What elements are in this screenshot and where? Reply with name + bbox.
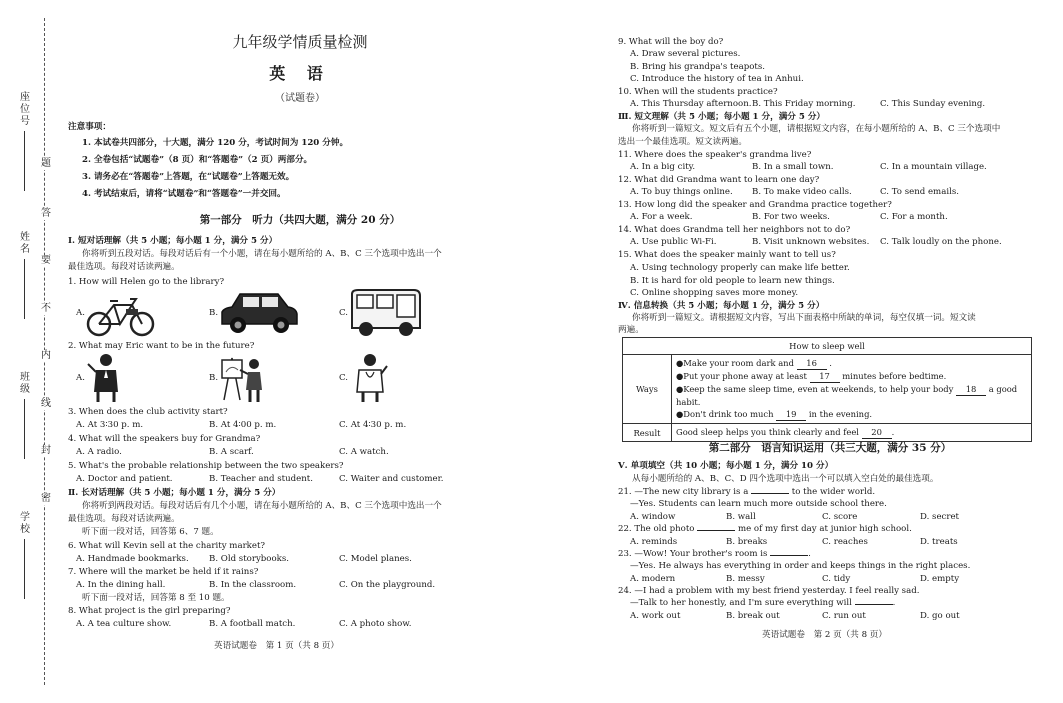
note-item: 2. 全卷包括“试题卷”（8 页）和“答题卷”（2 页）两部分。 xyxy=(82,155,313,165)
blank-18[interactable]: 18 xyxy=(956,383,986,396)
q21-option-b[interactable]: B. wall xyxy=(726,512,756,522)
question-12: 12. What did Grandma want to learn one day? xyxy=(618,175,820,185)
q12-option-b[interactable]: B. To make video calls. xyxy=(752,187,852,197)
seal-char: 内 xyxy=(41,350,51,361)
q23-option-a[interactable]: A. modern xyxy=(630,574,676,584)
question-3: 3. When does the club activity start? xyxy=(68,407,228,417)
doctor-icon xyxy=(352,352,388,402)
question-21: 21. —The new city library is a to the wider world. xyxy=(618,487,876,497)
q2-option-c[interactable]: C. xyxy=(339,373,349,383)
q10-option-c[interactable]: C. This Sunday evening. xyxy=(880,99,986,109)
blank-19[interactable]: 19 xyxy=(776,408,806,421)
section2-instruction: 你将听到两段对话。每段对话后有几个小题，请在每小题所给的 A、B、C 三个选项中选出一个 xyxy=(82,501,442,511)
class-field[interactable]: 班级 xyxy=(18,372,32,459)
seat-number-field[interactable]: 座位号 xyxy=(18,92,32,191)
q6-option-a[interactable]: A. Handmade bookmarks. xyxy=(76,554,189,564)
binding-margin xyxy=(0,0,62,703)
subject-title: 英 语 xyxy=(269,64,331,83)
seal-char: 线 xyxy=(41,398,51,409)
section1-instruction: 最佳选项。每段对话读两遍。 xyxy=(68,262,180,272)
q24-option-b[interactable]: B. break out xyxy=(726,611,780,621)
q14-option-c[interactable]: C. Talk loudly on the phone. xyxy=(880,237,1002,247)
q2-option-a[interactable]: A. xyxy=(76,373,85,383)
page-footer: 英语试题卷 第 2 页（共 8 页） xyxy=(762,630,887,640)
q3-option-b[interactable]: B. At 4∶00 p. m. xyxy=(209,420,277,430)
q8-option-c[interactable]: C. A photo show. xyxy=(339,619,412,629)
question-9: 9. What will the boy do? xyxy=(618,37,724,47)
teacher-icon xyxy=(88,352,124,402)
question-13: 13. How long did the speaker and Grandma practice together? xyxy=(618,200,892,210)
q7-option-c[interactable]: C. On the playground. xyxy=(339,580,436,590)
section4-instruction: 两遍。 xyxy=(618,325,644,335)
question-7: 7. Where will the market be held if it rains? xyxy=(68,567,259,577)
q23-option-c[interactable]: C. tidy xyxy=(822,574,851,584)
question-1: 1. How will Helen go to the library? xyxy=(68,277,225,287)
q4-option-c[interactable]: C. A watch. xyxy=(339,447,389,457)
part1-title: 第一部分 听力（共四大题，满分 20 分） xyxy=(199,214,401,226)
q23-option-b[interactable]: B. messy xyxy=(726,574,765,584)
car-icon xyxy=(218,290,300,336)
section3-instruction: 选出一个最佳选项。短文读两遍。 xyxy=(618,137,747,147)
q9-option-c[interactable]: C. Introduce the history of tea in Anhui. xyxy=(630,74,804,84)
question-6: 6. What will Kevin sell at the charity market? xyxy=(68,541,266,551)
question-24-reply: —Talk to her honestly, and I'm sure everything will . xyxy=(630,598,896,608)
q24-option-d[interactable]: D. go out xyxy=(920,611,960,621)
section2-hint: 听下面一段对话，回答第 6、7 题。 xyxy=(82,527,219,537)
bicycle-icon xyxy=(86,291,156,339)
seal-char: 封 xyxy=(41,445,51,456)
q12-option-c[interactable]: C. To send emails. xyxy=(880,187,959,197)
section2-hint: 听下面一段对话，回答第 8 至 10 题。 xyxy=(82,593,230,603)
question-14: 14. What does Grandma tell her neighbors not to do? xyxy=(618,225,851,235)
q9-option-b[interactable]: B. Bring his grandpa's teapots. xyxy=(630,62,765,72)
q5-option-a[interactable]: A. Doctor and patient. xyxy=(76,474,173,484)
q22-option-d[interactable]: D. treats xyxy=(920,537,958,547)
exam-page-2 xyxy=(612,0,1048,703)
q13-option-b[interactable]: B. For two weeks. xyxy=(752,212,830,222)
notes-title: 注意事项： xyxy=(68,122,111,132)
question-23: 23. —Wow! Your brother's room is . xyxy=(618,549,811,559)
ways-cell: ●Make your room dark and 16 . ●Put your phone away at least 17 minutes before bedtime. ●Keep the same sleep time, even at weekends, to help your body 18 a good habit. ●Don't drink too much 19 in the evening. xyxy=(672,355,1032,424)
q8-option-b[interactable]: B. A football match. xyxy=(209,619,296,629)
q13-option-a[interactable]: A. For a week. xyxy=(630,212,693,222)
question-21-reply: —Yes. Students can learn much more outside school there. xyxy=(630,499,887,509)
seal-char: 要 xyxy=(41,255,51,266)
q7-option-b[interactable]: B. In the classroom. xyxy=(209,580,297,590)
q13-option-c[interactable]: C. For a month. xyxy=(880,212,948,222)
q4-option-b[interactable]: B. A scarf. xyxy=(209,447,254,457)
q12-option-a[interactable]: A. To buy things online. xyxy=(630,187,733,197)
seal-char: 答 xyxy=(41,208,51,219)
q8-option-a[interactable]: A. A tea culture show. xyxy=(76,619,172,629)
q4-option-a[interactable]: A. A radio. xyxy=(76,447,122,457)
q24-option-a[interactable]: A. work out xyxy=(630,611,681,621)
q11-option-c[interactable]: C. In a mountain village. xyxy=(880,162,987,172)
q21-option-c[interactable]: C. score xyxy=(822,512,858,522)
q14-option-b[interactable]: B. Visit unknown websites. xyxy=(752,237,870,247)
q23-option-d[interactable]: D. empty xyxy=(920,574,960,584)
q22-option-a[interactable]: A. reminds xyxy=(630,537,678,547)
question-23-reply: —Yes. He always has everything in order and keeps things in the right places. xyxy=(630,561,971,571)
q22-option-c[interactable]: C. reaches xyxy=(822,537,868,547)
paper-type: （试题卷） xyxy=(275,93,325,104)
blank-24[interactable] xyxy=(855,604,893,605)
q21-option-d[interactable]: D. secret xyxy=(920,512,960,522)
q5-option-c[interactable]: C. Waiter and customer. xyxy=(339,474,444,484)
q2-option-b[interactable]: B. xyxy=(209,373,219,383)
page-footer: 英语试题卷 第 1 页（共 8 页） xyxy=(214,641,339,651)
section2-title: Ⅱ. 长对话理解（共 5 小题；每小题 1 分，满分 5 分） xyxy=(68,488,281,498)
section1-title: Ⅰ. 短对话理解（共 5 小题；每小题 1 分，满分 5 分） xyxy=(68,236,278,246)
name-field[interactable]: 姓名 xyxy=(18,232,32,319)
q5-option-b[interactable]: B. Teacher and student. xyxy=(209,474,313,484)
part2-title: 第二部分 语言知识运用（共三大题，满分 35 分） xyxy=(708,442,952,454)
blank-20[interactable]: 20 xyxy=(862,426,892,439)
question-4: 4. What will the speakers buy for Grandma? xyxy=(68,434,261,444)
note-item: 4. 考试结束后，请将“试题卷”和“答题卷”一并交回。 xyxy=(82,189,286,199)
seal-char: 题 xyxy=(41,158,51,169)
blank-23[interactable] xyxy=(770,555,808,556)
q11-option-a[interactable]: A. In a big city. xyxy=(630,162,696,172)
bus-icon xyxy=(348,288,424,338)
table-heading: How to sleep well xyxy=(623,338,1032,355)
blank-17[interactable]: 17 xyxy=(810,370,840,383)
note-item: 1. 本试卷共四部分，十大题，满分 120 分，考试时间为 120 分钟。 xyxy=(82,138,349,148)
q1-option-b[interactable]: B. xyxy=(209,308,219,318)
section3-title: Ⅲ. 短文理解（共 5 小题；每小题 1 分，满分 5 分） xyxy=(618,112,826,122)
q14-option-a[interactable]: A. Use public Wi-Fi. xyxy=(630,237,717,247)
sleep-table xyxy=(622,337,1032,442)
section5-instruction: 从每小题所给的 A、B、C、D 四个选项中选出一个可以填入空白处的最佳选项。 xyxy=(632,474,939,484)
question-5: 5. What's the probable relationship between the two speakers? xyxy=(68,461,344,471)
q22-option-b[interactable]: B. breaks xyxy=(726,537,768,547)
q21-option-a[interactable]: A. window xyxy=(630,512,676,522)
school-field[interactable]: 学校 xyxy=(18,512,32,599)
blank-16[interactable]: 16 xyxy=(797,357,827,370)
q1-option-a[interactable]: A. xyxy=(76,308,85,318)
q3-option-a[interactable]: A. At 3∶30 p. m. xyxy=(76,420,144,430)
q15-option-b[interactable]: B. It is hard for old people to learn new things. xyxy=(630,276,835,286)
note-item: 3. 请务必在“答题卷”上答题，在“试题卷”上答题无效。 xyxy=(82,172,295,182)
q6-option-b[interactable]: B. Old storybooks. xyxy=(209,554,290,564)
q9-option-a[interactable]: A. Draw several pictures. xyxy=(630,49,741,59)
question-2: 2. What may Eric want to be in the future? xyxy=(68,341,255,351)
q11-option-b[interactable]: B. In a small town. xyxy=(752,162,834,172)
result-cell: Good sleep helps you think clearly and feel 20 . xyxy=(672,424,1032,442)
section1-instruction: 你将听到五段对话。每段对话后有一个小题，请在每小题所给的 A、B、C 三个选项中选出一个 xyxy=(82,249,442,259)
q7-option-a[interactable]: A. In the dining hall. xyxy=(76,580,166,590)
q24-option-c[interactable]: C. run out xyxy=(822,611,866,621)
q1-option-c[interactable]: C. xyxy=(339,308,349,318)
q15-option-c[interactable]: C. Online shopping saves more money. xyxy=(630,288,799,298)
section3-instruction: 你将听到一篇短文。短文后有五个小题，请根据短文内容，在每小题所给的 A、B、C 三个选项中 xyxy=(632,124,1001,134)
question-11: 11. Where does the speaker's grandma live? xyxy=(618,150,812,160)
blank-22[interactable] xyxy=(697,530,735,531)
question-10: 10. When will the students practice? xyxy=(618,87,778,97)
question-8: 8. What project is the girl preparing? xyxy=(68,606,231,616)
painter-icon xyxy=(220,352,266,402)
question-22: 22. The old photo me of my first day at junior high school. xyxy=(618,524,912,534)
seal-char: 密 xyxy=(41,493,51,504)
q6-option-c[interactable]: C. Model planes. xyxy=(339,554,412,564)
seal-char: 不 xyxy=(41,303,51,314)
section2-instruction: 最佳选项。每段对话读两遍。 xyxy=(68,514,180,524)
q10-option-a[interactable]: A. This Thursday afternoon. xyxy=(630,99,752,109)
question-15: 15. What does the speaker mainly want to tell us? xyxy=(618,250,836,260)
blank-21[interactable] xyxy=(751,493,789,494)
q15-option-a[interactable]: A. Using technology properly can make life better. xyxy=(630,263,850,273)
section5-title: Ⅴ. 单项填空（共 10 小题；每小题 1 分，满分 10 分） xyxy=(618,461,834,471)
exam-title: 九年级学情质量检测 xyxy=(232,33,368,51)
ways-label: Ways xyxy=(623,355,672,424)
q10-option-b[interactable]: B. This Friday morning. xyxy=(752,99,856,109)
section4-title: Ⅳ. 信息转换（共 5 小题；每小题 1 分，满分 5 分） xyxy=(618,301,825,311)
exam-page-1 xyxy=(62,0,538,703)
question-24: 24. —I had a problem with my best friend yesterday. I feel really sad. xyxy=(618,586,920,596)
section4-instruction: 你将听到一篇短文。请根据短文内容，写出下面表格中所缺的单词，每空仅填一词。短文读 xyxy=(632,313,976,323)
result-label: Result xyxy=(623,424,672,442)
q3-option-c[interactable]: C. At 4∶30 p. m. xyxy=(339,420,407,430)
